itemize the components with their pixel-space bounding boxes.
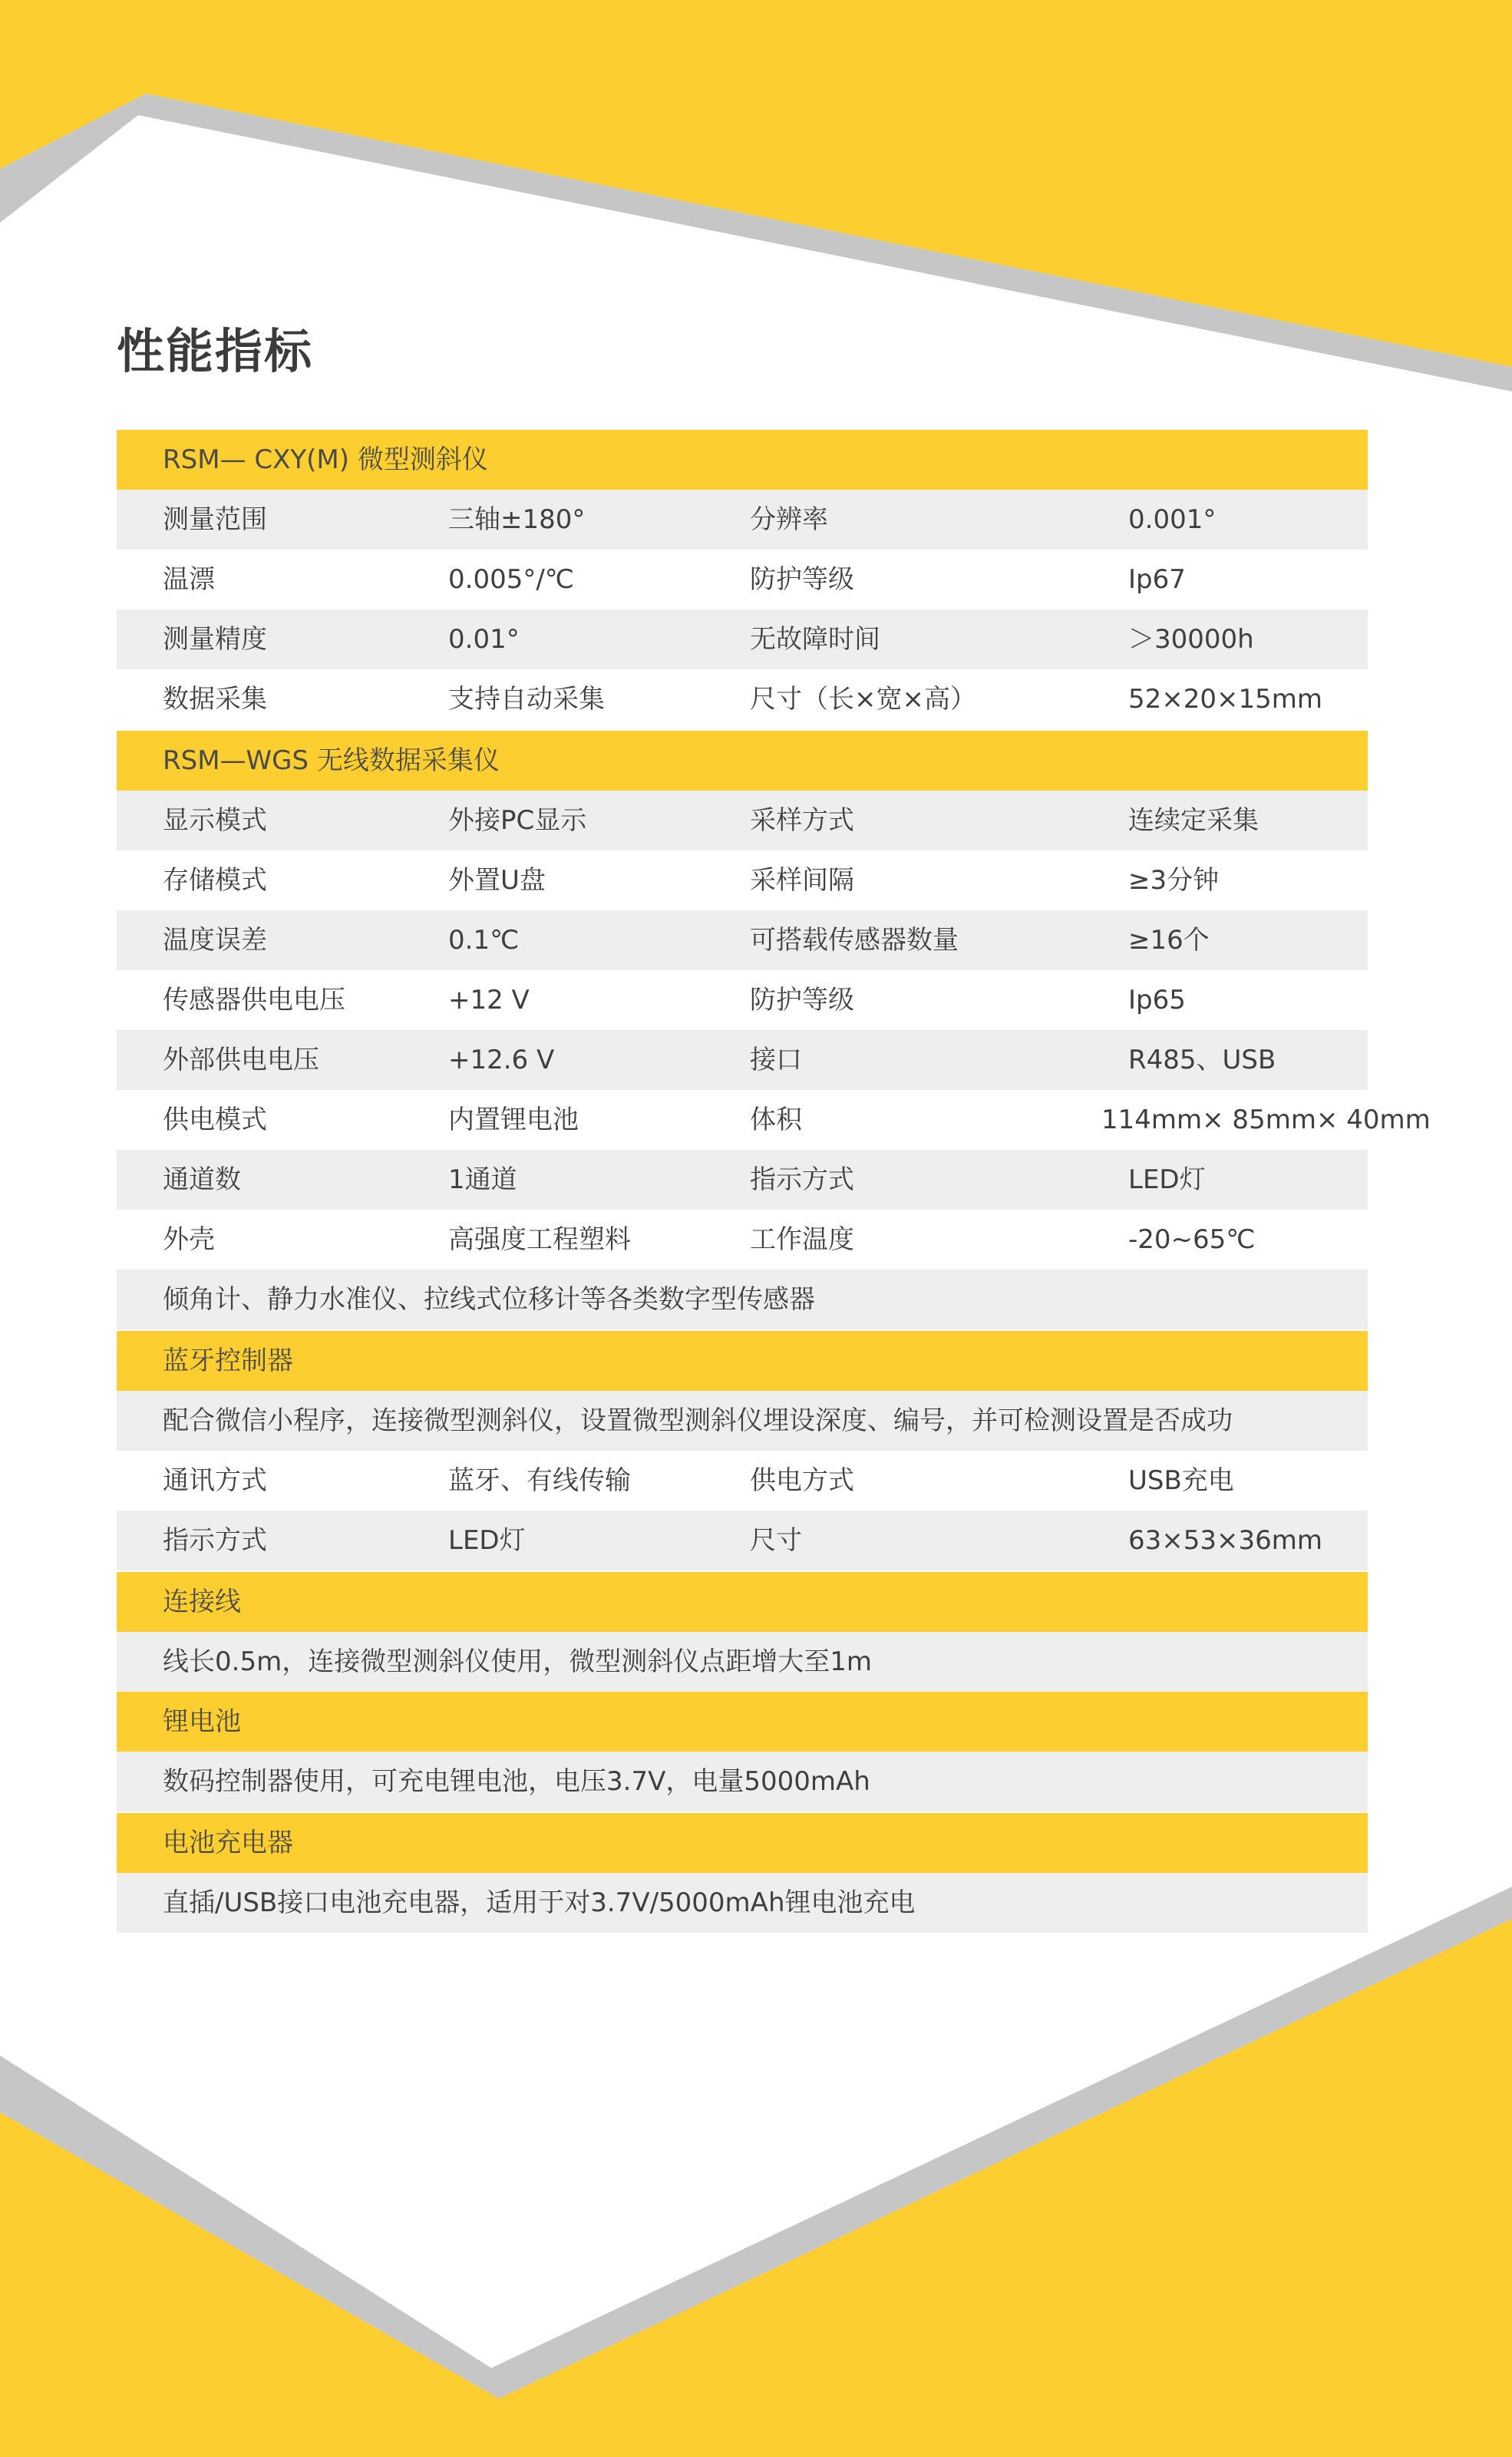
table-row — [117, 669, 1368, 729]
section-header-bluetooth-controller — [117, 1331, 1368, 1391]
table-row — [117, 1150, 1368, 1210]
spec-label: 分辨率 — [750, 504, 828, 535]
spec-label: 接口 — [750, 1045, 802, 1075]
section-header-label: 锂电池 — [163, 1706, 241, 1737]
spec-value: ≥16个 — [1128, 925, 1210, 956]
spec-table — [117, 430, 1431, 1933]
spec-label: 温度误差 — [163, 925, 267, 956]
section-header-label: 蓝牙控制器 — [163, 1346, 293, 1376]
spec-label: 可搭载传感器数量 — [750, 925, 959, 956]
spec-label: 外壳 — [163, 1224, 215, 1255]
section-header-label: RSM—WGS 无线数据采集仪 — [163, 745, 500, 776]
spec-note: 线长0.5m，连接微型测斜仪使用，微型测斜仪点距增大至1m — [163, 1646, 872, 1677]
table-row-note — [117, 1873, 1368, 1933]
spec-value: 52×20×15mm — [1128, 684, 1323, 715]
spec-value: Ip65 — [1128, 985, 1186, 1015]
section-header-label: 电池充电器 — [163, 1828, 293, 1858]
section-header-inclinometer — [117, 430, 1368, 490]
table-row — [117, 550, 1368, 609]
spec-value: 内置锂电池 — [448, 1105, 579, 1135]
spec-value: 外接PC显示 — [448, 805, 587, 836]
table-row — [117, 1451, 1368, 1511]
spec-value: 1通道 — [448, 1164, 517, 1195]
table-row — [117, 609, 1368, 669]
spec-label: 体积 — [750, 1105, 802, 1135]
spec-label: 外部供电电压 — [163, 1045, 319, 1075]
spec-value: 支持自动采集 — [448, 684, 605, 715]
spec-label: 数据采集 — [163, 684, 267, 715]
spec-label: 指示方式 — [750, 1164, 854, 1195]
spec-label: 温漂 — [163, 564, 215, 595]
spec-label: 显示模式 — [163, 805, 267, 836]
spec-value: LED灯 — [448, 1525, 526, 1556]
spec-value: 连续定采集 — [1128, 805, 1259, 836]
table-row-note — [117, 1752, 1368, 1811]
spec-label: 指示方式 — [163, 1525, 267, 1556]
spec-value: 0.001° — [1128, 504, 1217, 535]
section-header-cable — [117, 1572, 1368, 1632]
section-header-label: 连接线 — [163, 1587, 241, 1617]
table-row-note — [117, 1391, 1368, 1451]
spec-label: 尺寸（长×宽×高） — [750, 684, 976, 715]
spec-value: USB充电 — [1128, 1465, 1234, 1496]
spec-label: 防护等级 — [750, 564, 854, 595]
table-row-note — [117, 1270, 1368, 1329]
spec-value: 114mm× 85mm× 40mm — [1101, 1105, 1431, 1135]
section-header-wireless-logger — [117, 731, 1368, 791]
spec-note: 配合微信小程序，连接微型测斜仪，设置微型测斜仪埋设深度、编号，并可检测设置是否成功 — [163, 1405, 1233, 1436]
spec-label: 通道数 — [163, 1164, 241, 1195]
spec-label: 采样间隔 — [750, 865, 854, 896]
spec-value: LED灯 — [1128, 1164, 1206, 1195]
table-row — [117, 1210, 1368, 1270]
spec-label: 传感器供电电压 — [163, 985, 345, 1015]
spec-value: -20~65℃ — [1128, 1224, 1256, 1255]
spec-value: 高强度工程塑料 — [448, 1224, 631, 1255]
spec-value: ≥3分钟 — [1128, 865, 1220, 896]
table-row — [117, 791, 1368, 850]
spec-note: 数码控制器使用，可充电锂电池，电压3.7V，电量5000mAh — [163, 1766, 870, 1797]
page-title: 性能指标 — [117, 323, 314, 379]
spec-label: 测量精度 — [163, 624, 267, 655]
table-row — [117, 1511, 1368, 1570]
spec-value: R485、USB — [1128, 1045, 1276, 1075]
spec-value: Ip67 — [1128, 564, 1186, 595]
spec-label: 测量范围 — [163, 504, 267, 535]
spec-value: 三轴±180° — [448, 504, 586, 535]
spec-label: 通讯方式 — [163, 1465, 267, 1496]
section-header-label: RSM— CXY(M) 微型测斜仪 — [163, 444, 488, 475]
section-header-battery — [117, 1692, 1368, 1752]
spec-label: 尺寸 — [750, 1525, 802, 1556]
spec-label: 采样方式 — [750, 805, 854, 836]
table-row — [117, 850, 1368, 910]
spec-value: 0.1℃ — [448, 925, 520, 956]
spec-value: +12.6 V — [448, 1045, 555, 1075]
spec-value: +12 V — [448, 985, 530, 1015]
table-row — [117, 910, 1368, 970]
spec-note: 倾角计、静力水准仪、拉线式位移计等各类数字型传感器 — [163, 1284, 815, 1315]
spec-value: 外置U盘 — [448, 865, 546, 896]
spec-value: 63×53×36mm — [1128, 1525, 1323, 1556]
spec-label: 存储模式 — [163, 865, 267, 896]
spec-value: 0.01° — [448, 624, 520, 655]
spec-value: ＞30000h — [1128, 624, 1254, 655]
spec-label: 防护等级 — [750, 985, 854, 1015]
table-row — [117, 490, 1368, 550]
spec-note: 直插/USB接口电池充电器，适用于对3.7V/5000mAh锂电池充电 — [163, 1887, 916, 1918]
table-row — [117, 1090, 1431, 1150]
table-row-note — [117, 1632, 1368, 1692]
table-row — [117, 1030, 1368, 1090]
spec-label: 供电方式 — [750, 1465, 854, 1496]
spec-value: 蓝牙、有线传输 — [448, 1465, 631, 1496]
section-header-charger — [117, 1813, 1368, 1873]
spec-label: 无故障时间 — [750, 624, 880, 655]
table-row — [117, 970, 1368, 1030]
spec-label: 供电模式 — [163, 1105, 267, 1135]
spec-value: 0.005°/℃ — [448, 564, 574, 595]
spec-label: 工作温度 — [750, 1224, 854, 1255]
